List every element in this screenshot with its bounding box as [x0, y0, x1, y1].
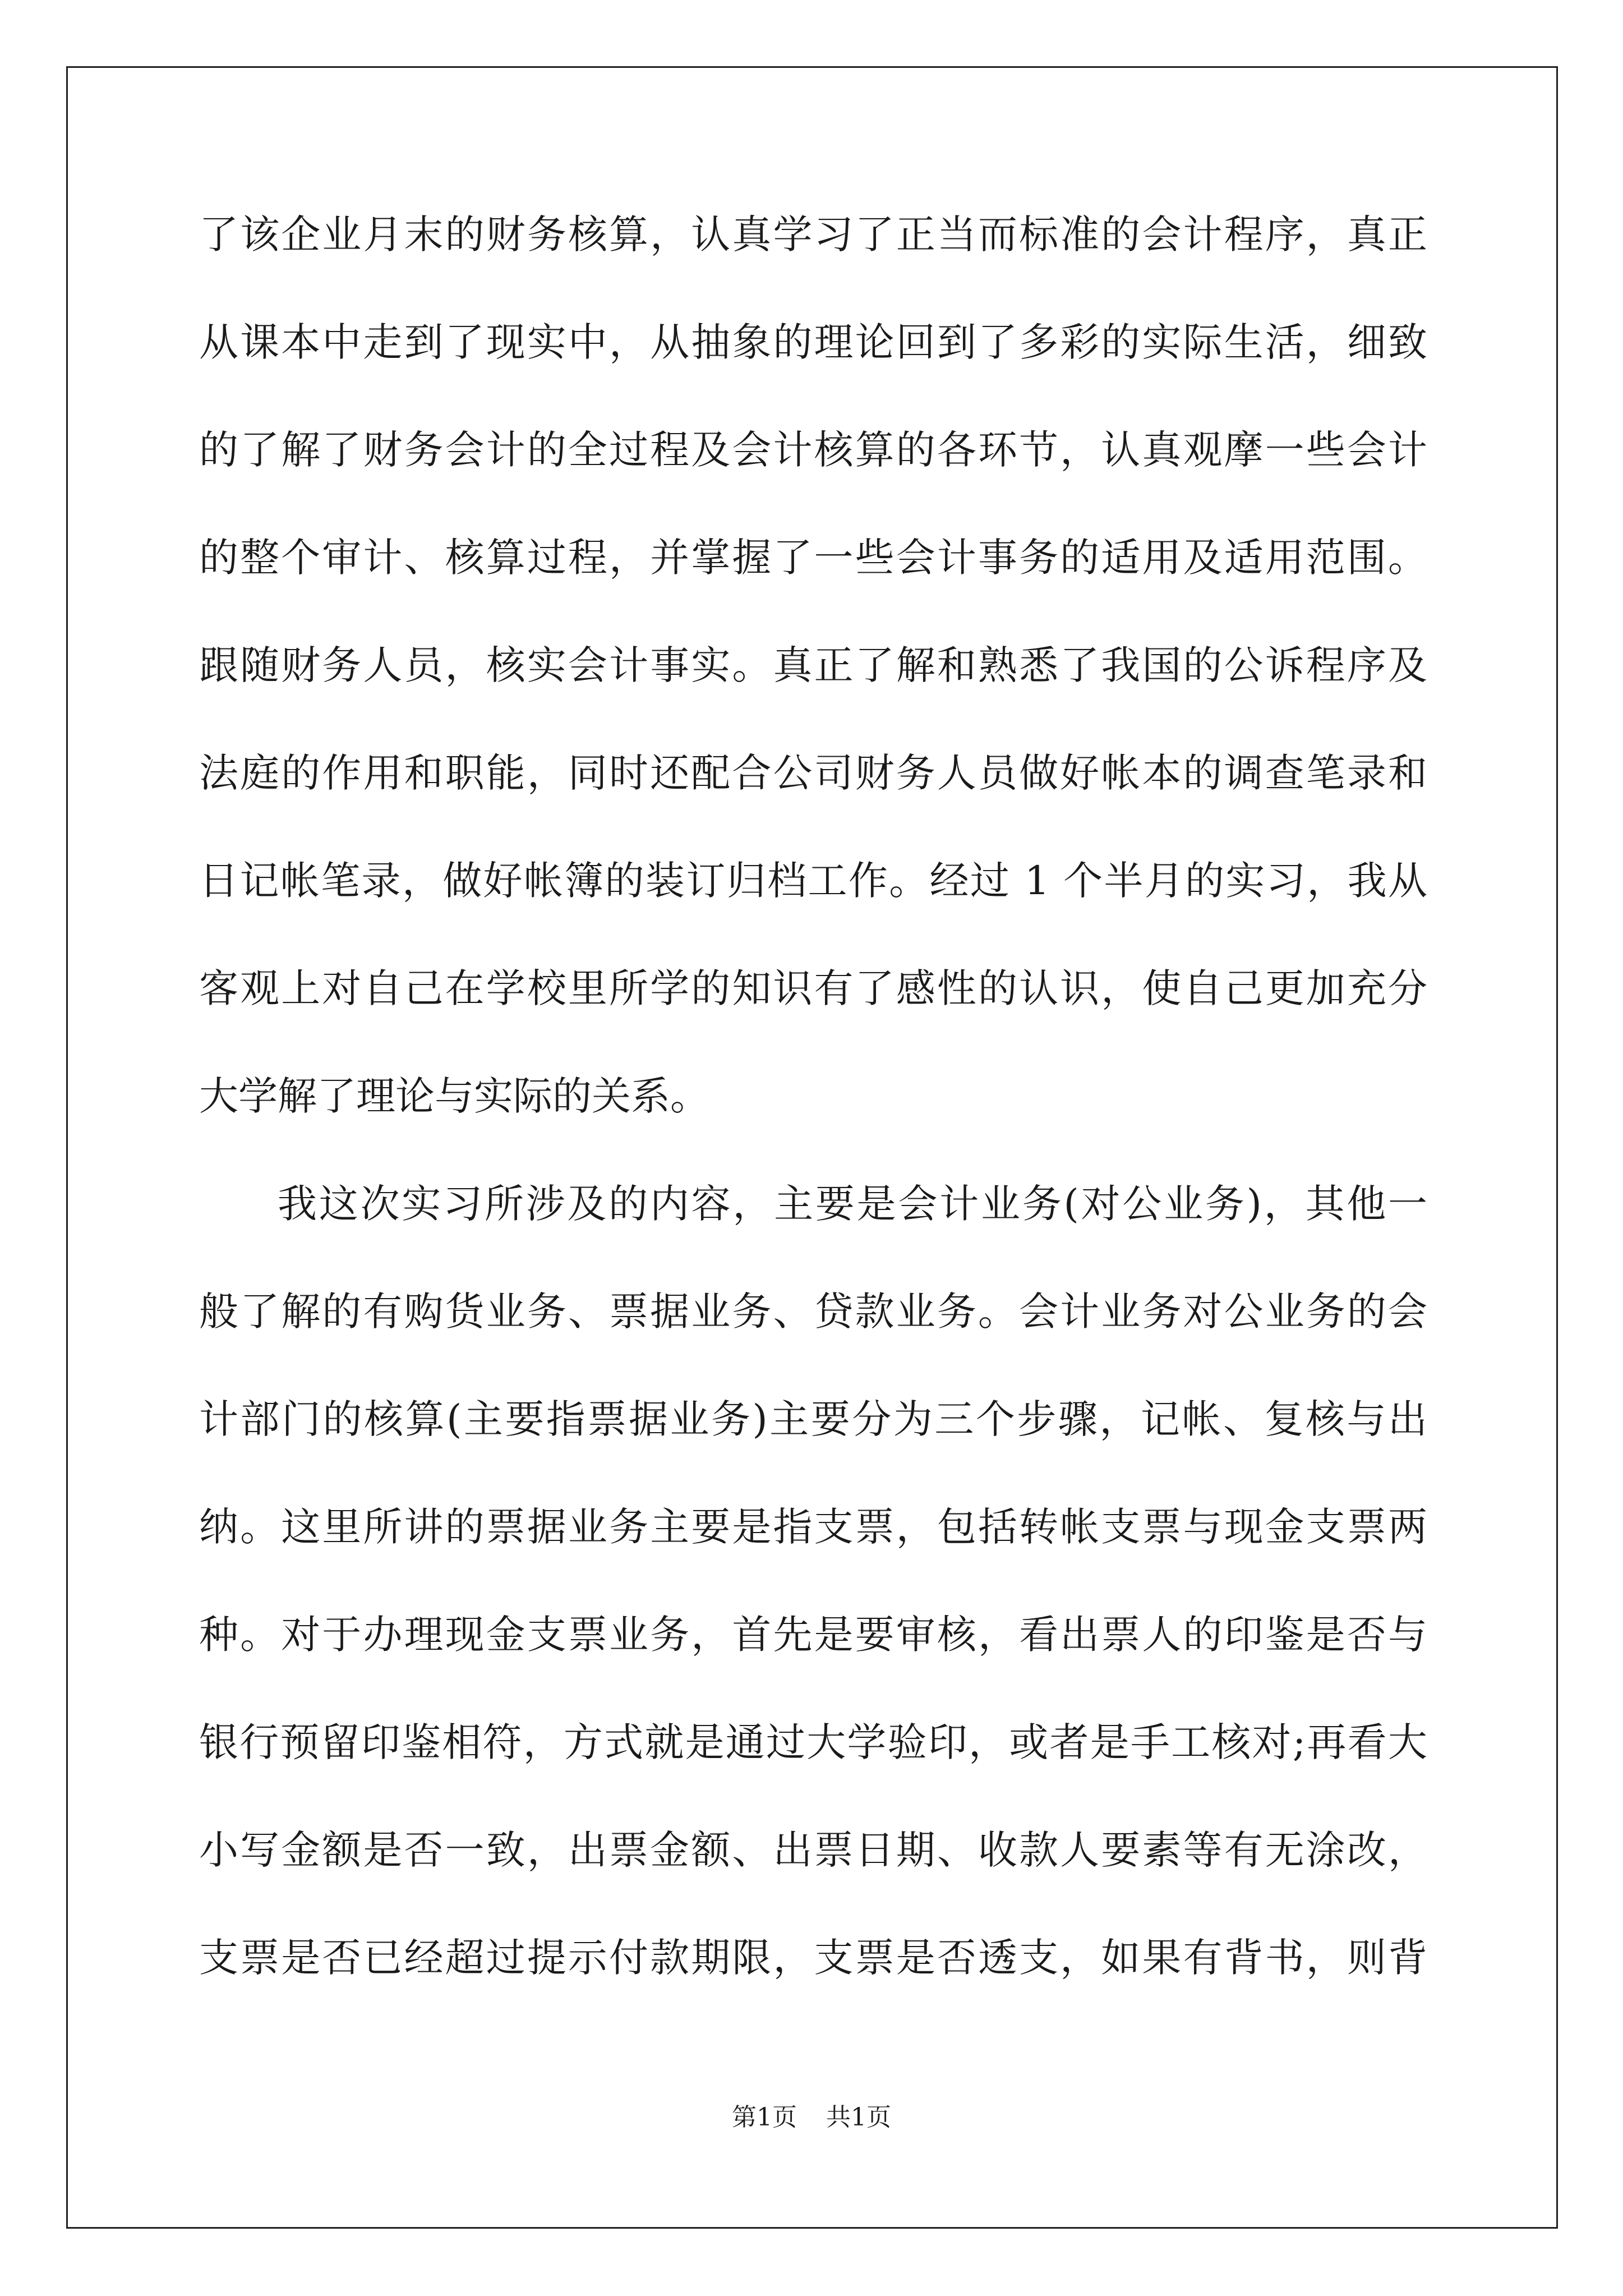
text-line: 银行预留印鉴相符，方式就是通过大学验印，或者是手工核对;再看大 — [199, 1719, 1427, 1765]
text-line: 的了解了财务会计的全过程及会计核算的各环节，认真观摩一些会计 — [199, 427, 1427, 473]
text-line: 从课本中走到了现实中，从抽象的理论回到了多彩的实际生活，细致 — [199, 319, 1427, 365]
text-line: 计部门的核算(主要指票据业务)主要分为三个步骤，记帐、复核与出 — [199, 1396, 1427, 1442]
text-line: 支票是否已经超过提示付款期限，支票是否透支，如果有背书，则背 — [199, 1935, 1427, 1981]
text-line: 纳。这里所讲的票据业务主要是指支票，包括转帐支票与现金支票两 — [199, 1504, 1427, 1550]
page-footer — [0, 2097, 1623, 2133]
text-line: 了该企业月末的财务核算，认真学习了正当而标准的会计程序，真正 — [199, 211, 1427, 257]
text-line: 种。对于办理现金支票业务，首先是要审核，看出票人的印鉴是否与 — [199, 1612, 1427, 1658]
text-line: 般了解的有购货业务、票据业务、贷款业务。会计业务对公业务的会 — [199, 1289, 1427, 1335]
text-line: 的整个审计、核算过程，并掌握了一些会计事务的适用及适用范围。 — [199, 535, 1427, 581]
page-number: 第1页 — [732, 2103, 797, 2132]
document-body — [199, 181, 1427, 2012]
text-line: 日记帐笔录，做好帐簿的装订归档工作。经过 1 个半月的实习，我从 — [199, 858, 1427, 904]
text-line: 跟随财务人员，核实会计事实。真正了解和熟悉了我国的公诉程序及 — [199, 642, 1427, 688]
text-line: 法庭的作用和职能，同时还配合公司财务人员做好帐本的调查笔录和 — [199, 750, 1427, 796]
text-line: 客观上对自己在学校里所学的知识有了感性的认识，使自己更加充分 — [199, 965, 1427, 1011]
paragraph-first-line: 我这次实习所涉及的内容，主要是会计业务(对公业务)，其他一 — [278, 1181, 1427, 1227]
text-line: 小写金额是否一致，出票金额、出票日期、收款人要素等有无涂改， — [199, 1827, 1427, 1873]
text-line: 大学解了理论与实际的关系。 — [199, 1073, 709, 1119]
page-total: 共1页 — [826, 2103, 891, 2132]
